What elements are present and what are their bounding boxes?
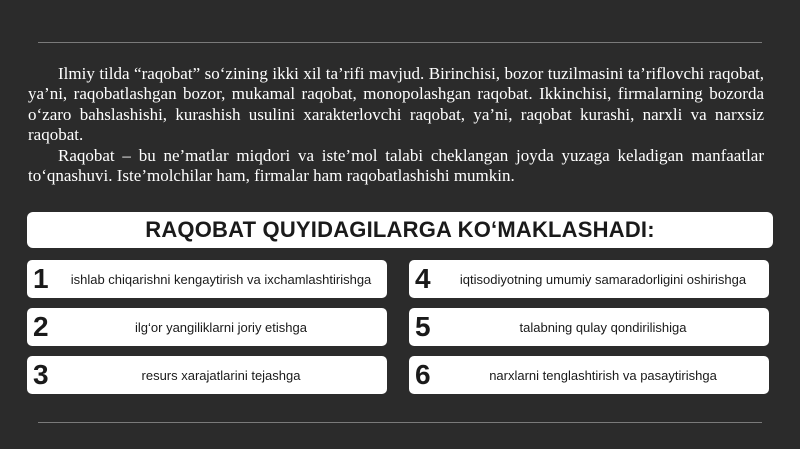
list-item-3: [27, 356, 387, 394]
body-text: [28, 64, 764, 186]
item-label: talabning qulay qondirilishiga: [519, 319, 687, 335]
list-item-1: [27, 260, 387, 298]
heading-banner: [27, 212, 773, 248]
item-number: 2: [33, 311, 49, 342]
list-item-5: [409, 308, 769, 346]
list-item-4: [409, 260, 769, 298]
heading-title: RAQOBAT QUYIDAGILARGA KO‘MAKLASHADI:: [145, 217, 655, 242]
bottom-divider: [38, 422, 762, 423]
top-divider: [38, 42, 762, 43]
item-number: 1: [33, 263, 49, 294]
item-label: iqtisodiyotning umumiy samaradorligini oshirishga: [459, 271, 747, 287]
item-label: resurs xarajatlarini tejashga: [141, 367, 301, 383]
list-item-6: [409, 356, 769, 394]
item-number: 6: [415, 359, 431, 390]
item-label: ishlab chiqarishni kengaytirish va ixchamlashtirishga: [70, 271, 372, 287]
item-label: narxlarni tenglashtirish va pasaytirishga: [489, 367, 717, 383]
paragraph-competition: Raqobat – bu ne’matlar miqdori va iste’mol talabi cheklangan joyda yuzaga keladigan manfaatlar to‘qnashuvi. Iste’molchilar ham, firmalar ham raqobatlashishi mumkin.: [28, 145, 764, 186]
item-number: 3: [33, 359, 49, 390]
item-label: ilg‘or yangiliklarni joriy etishga: [135, 319, 307, 335]
item-number: 4: [415, 263, 431, 294]
paragraph-definitions: Ilmiy tilda “raqobat” so‘zining ikki xil ta’rifi mavjud. Birinchisi, bozor tuzilmasini ta’riflovchi raqobat, ya’ni, raqobatlashgan bozor, mukamal raqobat, monopolashgan raqobat. Ikkinchisi, firmalarning bozorda o‘zaro bahslashishi, kurashish usulini xarakterlovchi raqobat, ya’ni, raqobat kurashi, narxli va narxsiz raqobat.: [28, 64, 764, 145]
list-item-2: [27, 308, 387, 346]
item-number: 5: [415, 311, 431, 342]
